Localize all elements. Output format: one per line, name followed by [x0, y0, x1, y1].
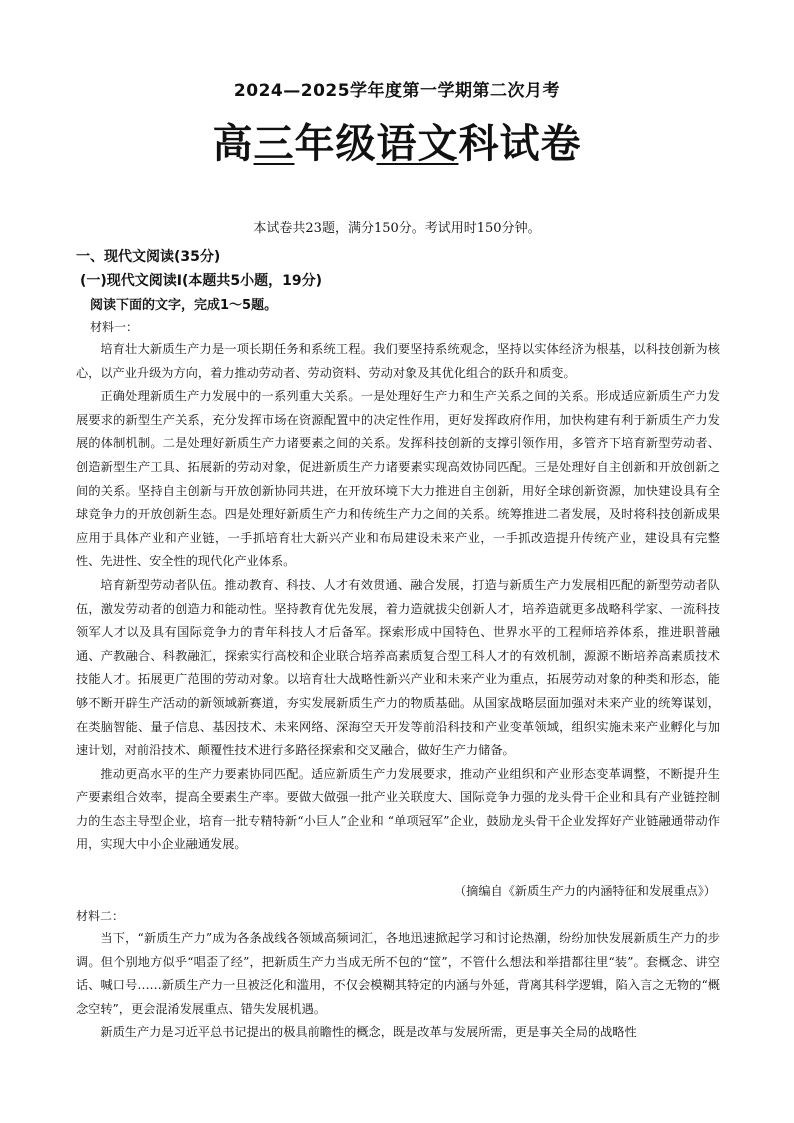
paragraph: 培育新型劳动者队伍。推动教育、科技、人才有效贯通、融合发展，打造与新质生产力发展相匹配的新型劳动者队伍，激发劳动者的创造力和能动性。坚持教育优先发展，着力造就拔尖创新人才，培养造就更多战略科学家、一流科技领军人才以及具有国际竞争力的青年科技人才后备军。探索形成中国特色、世界水平的工程师培养体系，推进职普融通、产教融合、科教融汇，探索实行高校和企业联合培养高素质复合型工科人才的有效机制，源源不断培养高素质技术技能人才。拓展更广范围的劳动对象。以培育壮大战略性新兴产业和未来产业为重点，拓展劳动对象的种类和形态，能够不断开辟生产活动的新领域新赛道，夯实发展新质生产力的物质基础。从国家战略层面加强对未来产业的统筹谋划，在类脑智能、量子信息、基因技术、未来网络、深海空天开发等前沿科技和产业变革领域，组织实施未来产业孵化与加速计划，对前沿技术、颠覆性技术进行多路径探索和交叉融合，做好生产力储备。: [76, 577, 720, 758]
paragraph: 正确处理新质生产力发展中的一系列重大关系。一是处理好生产力和生产关系之间的关系。形成适应新质生产力发展要求的新型生产关系，充分发挥市场在资源配置中的决定性作用，更好发挥政府作用，加快构建有利于新质生产力发展的体制机制。二是处理好新质生产力诸要素之间的关系。发挥科技创新的支撑引领作用，多管齐下培育新型劳动者、创造新型生产工具、拓展新的劳动对象，促进新质生产力诸要素实现高效协同匹配。三是处理好自主创新和开放创新之间的关系。坚持自主创新与开放创新协同共进，在开放环境下大力推进自主创新，用好全球创新资源，加快建设具有全球竞争力的开放创新生态。四是处理好新质生产力和传统生产力之间的关系。统筹推进二者发展，及时将科技创新成果应用于具体产业和产业链，一手抓培育壮大新兴产业和布局建设未来产业，一手抓改造提升传统产业，建设具有完整性、先进性、安全性的现代化产业体系。: [76, 389, 720, 569]
material-two-body: [76, 927, 720, 1045]
exam-info: 本试卷共23题，满分150分。考试用时150分钟。: [253, 221, 541, 236]
paragraph: 当下，“新质生产力”成为各条战线各领域高频词汇，各地迅速掀起学习和讨论热潮，纷纷加快发展新质生产力的步调。但个别地方似乎“唱歪了经”，把新质生产力当成无所不包的“筐”，不管什么想法和举措都往里“装”。套概念、讲空话、喊口号……新质生产力一旦被泛化和滥用，不仅会模糊其特定的内涵与外延，背离其科学逻辑，陷入言之无物的“概念空转”，更会混淆发展重点、错失发展机遇。: [76, 931, 720, 1016]
material-label: 材料一：: [90, 320, 139, 334]
title-part: 科试卷: [458, 120, 582, 167]
paragraph: 推动更高水平的生产力要素协同匹配。适应新质生产力发展要求，推动产业组织和产业形态变革调整，不断提升生产要素组合效率，提高全要素生产率。要做大做强一批产业关联度大、国际竞争力强的龙头骨干企业和具有产业链控制力的生态主导型企业，培育一批专精特新“小巨人”企业和 “单项冠军”企业，鼓励龙头骨干企业发挥好产业链融通带动作用，实现大中小企业融通发展。: [76, 766, 720, 852]
paragraph: 培育壮大新质生产力是一项长期任务和系统工程。我们要坚持系统观念，坚持以实体经济为根基，以科技创新为核心，以产业升级为方向，着力推动劳动者、劳动资料、劳动对象及其优化组合的跃升和质变。: [76, 342, 720, 380]
exam-title: [0, 112, 794, 169]
title-part-underlined: 三: [253, 120, 295, 167]
material-one-body: [76, 338, 720, 857]
title-part: 高: [212, 120, 254, 167]
material-source: （摘编自《新质生产力的内涵特征和发展重点》）: [453, 884, 716, 898]
material-label: 材料二：: [76, 909, 125, 923]
reading-instruction: 阅读下面的文字，完成1～5题。: [90, 298, 278, 313]
title-part-underlined: 语文: [376, 120, 459, 167]
paragraph: 新质生产力是习近平总书记提出的极具前瞻性的概念，既是改革与发展所需，更是事关全局的战略性: [100, 1025, 637, 1040]
section-heading: 一、现代文阅读(35分): [76, 249, 221, 265]
section-subheading: (一)现代文阅读Ⅰ(本题共5小题，19分): [80, 273, 323, 289]
title-part: 年级: [294, 120, 377, 167]
exam-term: 2024—2025学年度第一学期第二次月考: [233, 81, 561, 101]
